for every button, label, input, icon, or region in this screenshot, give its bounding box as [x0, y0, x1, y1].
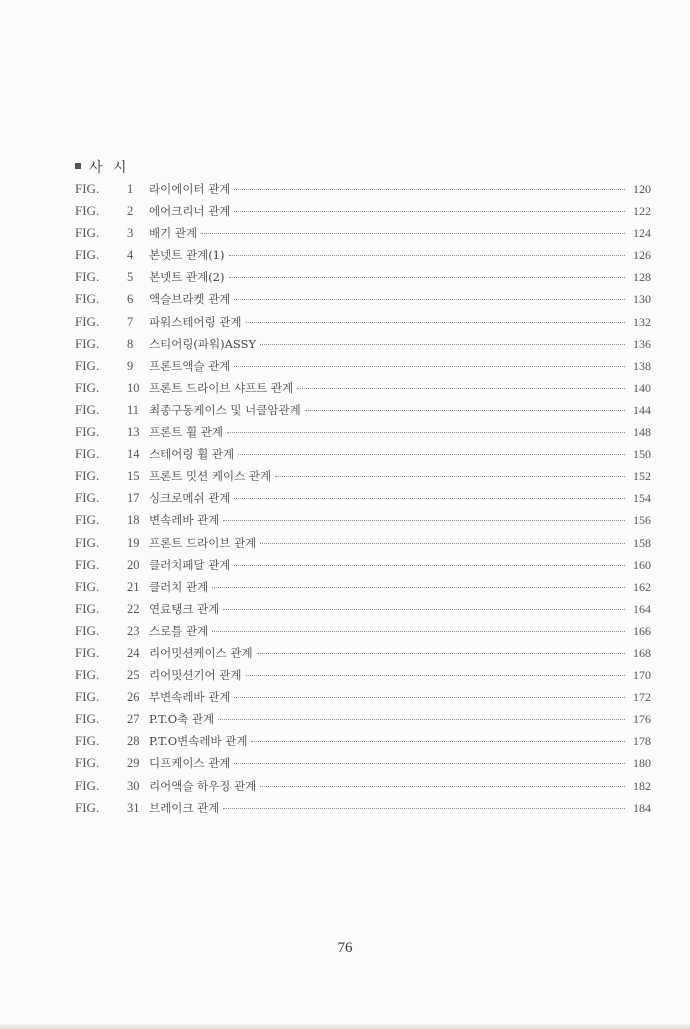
list-item[interactable]	[75, 642, 651, 664]
fig-title: P.T.O축 관계	[149, 712, 215, 727]
fig-title: 본넷트 관계(1)	[149, 248, 225, 263]
page-reference: 126	[633, 248, 651, 263]
fig-number: 11	[127, 402, 140, 417]
fig-number: 3	[127, 226, 134, 241]
page-reference: 158	[633, 535, 651, 550]
section-heading-text: 사 시	[89, 160, 130, 176]
fig-title: 본넷트 관계(2)	[149, 270, 225, 285]
dot-leader	[212, 631, 625, 632]
fig-label: FIG.	[75, 644, 100, 660]
fig-label: FIG.	[75, 335, 100, 351]
fig-number: 4	[127, 248, 134, 263]
page-reference: 162	[633, 579, 651, 594]
list-item[interactable]	[75, 399, 651, 421]
page-reference: 144	[633, 402, 651, 417]
dot-leader	[229, 277, 626, 278]
fig-label: FIG.	[75, 512, 100, 528]
dot-leader	[223, 520, 625, 521]
list-item[interactable]	[75, 333, 651, 355]
list-item[interactable]	[75, 598, 651, 620]
dot-leader	[260, 344, 625, 345]
page-reference: 150	[633, 447, 651, 462]
fig-number: 30	[127, 778, 140, 793]
fig-label: FIG.	[75, 225, 100, 241]
list-item[interactable]	[75, 509, 651, 531]
dot-leader	[234, 565, 625, 566]
fig-label: FIG.	[75, 379, 100, 395]
list-item[interactable]	[75, 576, 651, 598]
fig-number: 1	[127, 182, 134, 196]
dot-leader	[275, 476, 625, 477]
fig-title: 클러치 관계	[149, 579, 209, 594]
fig-label: FIG.	[75, 534, 100, 550]
dot-leader	[305, 410, 625, 411]
fig-title: 연료탱크 관계	[149, 601, 220, 616]
fig-title: 디프케이스 관계	[149, 756, 231, 771]
dot-leader	[234, 697, 625, 698]
page-reference: 166	[633, 623, 651, 638]
fig-title: 부변속레바 관계	[149, 690, 231, 705]
list-item[interactable]	[75, 775, 651, 797]
page-reference: 148	[633, 425, 651, 440]
list-item[interactable]	[75, 421, 651, 443]
list-item[interactable]	[75, 664, 651, 686]
fig-label: FIG.	[75, 357, 100, 373]
list-item[interactable]	[75, 355, 651, 377]
fig-number: 23	[127, 623, 140, 638]
page-reference: 124	[633, 226, 651, 241]
fig-number: 22	[127, 601, 140, 616]
page-reference: 170	[633, 668, 651, 683]
fig-number: 14	[127, 447, 140, 462]
fig-title: 프론트 휠 관계	[149, 425, 223, 440]
page-reference: 180	[633, 756, 651, 771]
list-item[interactable]	[75, 686, 651, 708]
section-heading	[75, 157, 130, 177]
page-reference: 122	[633, 204, 651, 219]
page-number: 76	[337, 940, 353, 956]
fig-title: 클러치페달 관계	[149, 557, 231, 572]
fig-number: 9	[127, 358, 134, 373]
page-reference: 138	[633, 358, 651, 373]
fig-title: 스로틀 관계	[149, 623, 209, 638]
fig-label: FIG.	[75, 269, 100, 285]
list-item[interactable]	[75, 200, 651, 222]
fig-title: 변속레바 관계	[149, 513, 220, 528]
dot-leader	[234, 366, 625, 367]
dot-leader	[260, 786, 625, 787]
list-item[interactable]	[75, 443, 651, 465]
fig-label: FIG.	[75, 446, 100, 462]
list-item[interactable]	[75, 797, 651, 819]
dot-leader	[251, 741, 625, 742]
page-reference: 152	[633, 469, 651, 484]
square-bullet-icon	[75, 163, 81, 169]
list-item[interactable]	[75, 178, 651, 200]
page-reference: 140	[633, 380, 651, 395]
fig-label: FIG.	[75, 622, 100, 638]
fig-number: 27	[127, 712, 140, 727]
fig-number: 7	[127, 314, 134, 329]
list-item[interactable]	[75, 532, 651, 554]
fig-label: FIG.	[75, 556, 100, 572]
dot-leader	[297, 388, 625, 389]
fig-title: 스테어링 휠 관계	[149, 447, 235, 462]
dot-leader	[223, 808, 625, 809]
dot-leader	[246, 322, 625, 323]
fig-title: 프론트 드라이브 관계	[149, 535, 257, 550]
fig-number: 6	[127, 292, 134, 307]
fig-label: FIG.	[75, 468, 100, 484]
fig-title: 리어밋션케이스 관계	[149, 645, 253, 660]
fig-label: FIG.	[75, 490, 100, 506]
list-item[interactable]	[75, 730, 651, 752]
dot-leader	[257, 653, 625, 654]
page-reference: 120	[633, 182, 651, 196]
dot-leader	[229, 255, 626, 256]
fig-number: 29	[127, 756, 140, 771]
fig-number: 31	[127, 800, 140, 815]
fig-label: FIG.	[75, 181, 100, 196]
fig-title: 브레이크 관계	[149, 800, 220, 815]
page-reference: 164	[633, 601, 651, 616]
page-reference: 176	[633, 712, 651, 727]
list-item[interactable]	[75, 620, 651, 642]
fig-number: 13	[127, 425, 140, 440]
fig-number: 5	[127, 270, 134, 285]
dot-leader	[218, 719, 625, 720]
page-reference: 132	[633, 314, 651, 329]
fig-label: FIG.	[75, 291, 100, 307]
fig-number: 2	[127, 204, 134, 219]
fig-number: 25	[127, 668, 140, 683]
dot-leader	[260, 543, 625, 544]
fig-number: 10	[127, 380, 140, 395]
scan-edge	[0, 1024, 690, 1029]
page-reference: 184	[633, 800, 651, 815]
fig-title: 프론트액슬 관계	[149, 358, 231, 373]
dot-leader	[234, 211, 625, 212]
fig-title: 최종구동케이스 및 너클암관계	[149, 402, 301, 417]
figure-index-list	[75, 178, 651, 819]
fig-label: FIG.	[75, 711, 100, 727]
list-item[interactable]	[75, 487, 651, 509]
dot-leader	[238, 454, 625, 455]
list-item[interactable]	[75, 708, 651, 730]
fig-number: 24	[127, 645, 140, 660]
dot-leader	[234, 299, 625, 300]
fig-title: 에어크리너 관계	[149, 204, 231, 219]
fig-label: FIG.	[75, 313, 100, 329]
fig-label: FIG.	[75, 578, 100, 594]
page-reference: 136	[633, 336, 651, 351]
dot-leader	[234, 189, 625, 190]
page-reference: 160	[633, 557, 651, 572]
list-item[interactable]	[75, 222, 651, 244]
dot-leader	[227, 432, 625, 433]
fig-title: 스티어링(파워)ASSY	[149, 336, 257, 351]
list-item[interactable]	[75, 465, 651, 487]
fig-title: 프론트 밋션 케이스 관계	[149, 469, 272, 484]
dot-leader	[201, 233, 625, 234]
fig-number: 19	[127, 535, 140, 550]
fig-label: FIG.	[75, 777, 100, 793]
list-item[interactable]	[75, 288, 651, 310]
fig-label: FIG.	[75, 247, 100, 263]
list-item[interactable]	[75, 311, 651, 333]
fig-label: FIG.	[75, 733, 100, 749]
page-reference: 168	[633, 645, 651, 660]
page-reference: 130	[633, 292, 651, 307]
page-reference: 182	[633, 778, 651, 793]
fig-number: 15	[127, 469, 140, 484]
fig-label: FIG.	[75, 755, 100, 771]
fig-title: P.T.O변속레바 관계	[149, 734, 248, 749]
dot-leader	[246, 675, 625, 676]
page-reference: 128	[633, 270, 651, 285]
fig-label: FIG.	[75, 401, 100, 417]
fig-title: 배기 관계	[149, 226, 198, 241]
fig-title: 프론트 드라이브 샤프트 관계	[149, 380, 294, 395]
dot-leader	[234, 763, 625, 764]
fig-label: FIG.	[75, 799, 100, 815]
fig-label: FIG.	[75, 424, 100, 440]
list-item[interactable]	[75, 266, 651, 288]
fig-label: FIG.	[75, 689, 100, 705]
fig-number: 17	[127, 491, 140, 506]
fig-number: 26	[127, 690, 140, 705]
page-reference: 178	[633, 734, 651, 749]
fig-title: 파워스테어링 관계	[149, 314, 242, 329]
fig-title: 라이에이터 관계	[149, 182, 231, 196]
fig-number: 8	[127, 336, 134, 351]
fig-number: 28	[127, 734, 140, 749]
dot-leader	[223, 609, 625, 610]
page-reference: 154	[633, 491, 651, 506]
list-item[interactable]	[75, 554, 651, 576]
fig-label: FIG.	[75, 600, 100, 616]
fig-title: 싱크로메쉬 관계	[149, 491, 231, 506]
dot-leader	[234, 498, 625, 499]
page-reference: 172	[633, 690, 651, 705]
fig-title: 액슬브라켓 관계	[149, 292, 231, 307]
fig-number: 20	[127, 557, 140, 572]
list-item[interactable]	[75, 752, 651, 774]
fig-title: 리어밋션기어 관계	[149, 668, 242, 683]
fig-number: 21	[127, 579, 140, 594]
fig-number: 18	[127, 513, 140, 528]
page-reference: 156	[633, 513, 651, 528]
list-item[interactable]	[75, 377, 651, 399]
list-item[interactable]	[75, 244, 651, 266]
fig-title: 리어액슬 하우징 관계	[149, 778, 257, 793]
fig-label: FIG.	[75, 203, 100, 219]
dot-leader	[212, 587, 625, 588]
fig-label: FIG.	[75, 667, 100, 683]
